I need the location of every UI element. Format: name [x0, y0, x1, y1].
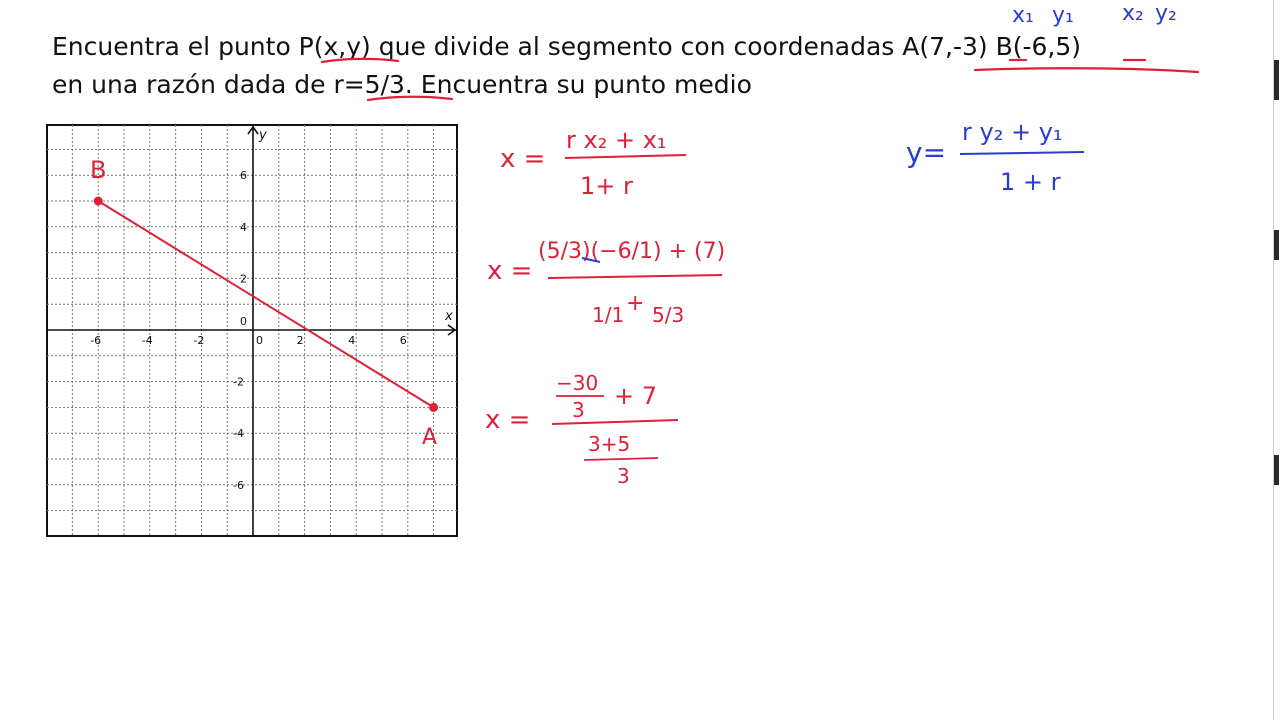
- underline-coords: [975, 68, 1198, 72]
- formula-x-lhs: x =: [500, 144, 546, 174]
- statement-line-2: en una razón dada de r=5/3. Encuentra su punto medio: [52, 70, 752, 99]
- scrollbar-mark: [1274, 455, 1279, 485]
- annotation-x2: x₂: [1122, 1, 1144, 26]
- formula-x-denominator: 1+ r: [580, 172, 633, 200]
- formula-x-bar: [565, 155, 686, 158]
- coordinate-graph: [47, 125, 457, 536]
- x-tick-label: -4: [141, 334, 153, 347]
- substitution-step: [487, 239, 725, 327]
- x-tick-label: 4: [348, 334, 356, 347]
- x-tick-label: 2: [296, 334, 304, 347]
- scrollbar-track[interactable]: [1273, 0, 1280, 720]
- substitution-den-plus: +: [626, 291, 645, 316]
- y-tick-label: -2: [233, 375, 244, 389]
- statement-underlines: [322, 59, 1198, 100]
- step3-lhs: x =: [485, 405, 531, 435]
- substitution-numerator: (5/3)(−6/1) + (7): [538, 239, 726, 264]
- scrollbar-mark: [1274, 60, 1279, 100]
- formula-y: [906, 118, 1084, 196]
- formula-y-numerator: r y₂ + y₁: [962, 118, 1063, 146]
- step3-den-fraction-bar: [584, 458, 658, 460]
- origin-label: 0: [240, 315, 247, 328]
- substitution-bar: [548, 275, 722, 278]
- underline-p: [322, 59, 398, 62]
- y-tick-label: 4: [240, 220, 247, 234]
- step3-main-bar: [552, 420, 678, 424]
- substitution-lhs: x =: [487, 256, 533, 286]
- x-tick-label: 6: [399, 334, 407, 347]
- formula-x: [500, 126, 686, 200]
- annotation-x1: x₁: [1012, 3, 1034, 28]
- x-tick-label: 0: [256, 334, 263, 347]
- y-tick-label: -4: [233, 427, 244, 441]
- x-axis-label: x: [445, 309, 453, 324]
- x-tick-label: -2: [193, 334, 205, 347]
- formula-x-numerator: r x₂ + x₁: [566, 126, 667, 154]
- annotation-y1: y₁: [1052, 3, 1074, 28]
- underline-ratio: [368, 97, 452, 100]
- point-a-label: A: [422, 425, 438, 450]
- formula-y-denominator: 1 + r: [1000, 168, 1061, 196]
- point-b-marker: [94, 197, 103, 206]
- y-tick-label: 6: [240, 169, 247, 183]
- substitution-den-left: 1/1: [592, 303, 625, 327]
- step3-den-bottom: 3: [617, 464, 630, 488]
- annotation-y2: y₂: [1155, 1, 1177, 26]
- step3-den-top: 3+5: [588, 432, 631, 456]
- x-tick-label: -6: [90, 334, 102, 347]
- formula-y-lhs: y=: [906, 136, 947, 169]
- y-tick-label: 2: [240, 272, 247, 286]
- formula-y-bar: [960, 152, 1084, 154]
- substitution-den-right: 5/3: [652, 303, 685, 327]
- point-a-marker: [429, 403, 438, 412]
- y-tick-label: -6: [233, 478, 244, 492]
- step3-num-bottom: 3: [572, 398, 585, 422]
- simplified-step: [485, 371, 678, 488]
- statement-line-1: Encuentra el punto P(x,y) que divide al segmento con coordenadas A(7,-3) B(-6,5): [52, 32, 1082, 61]
- step3-num-plus: + 7: [614, 382, 658, 410]
- coordinate-annotations: [1012, 1, 1177, 28]
- y-axis-label: y: [259, 128, 267, 143]
- step3-num-top: −30: [556, 371, 599, 395]
- point-b-label: B: [90, 156, 107, 184]
- scrollbar-mark: [1274, 230, 1279, 260]
